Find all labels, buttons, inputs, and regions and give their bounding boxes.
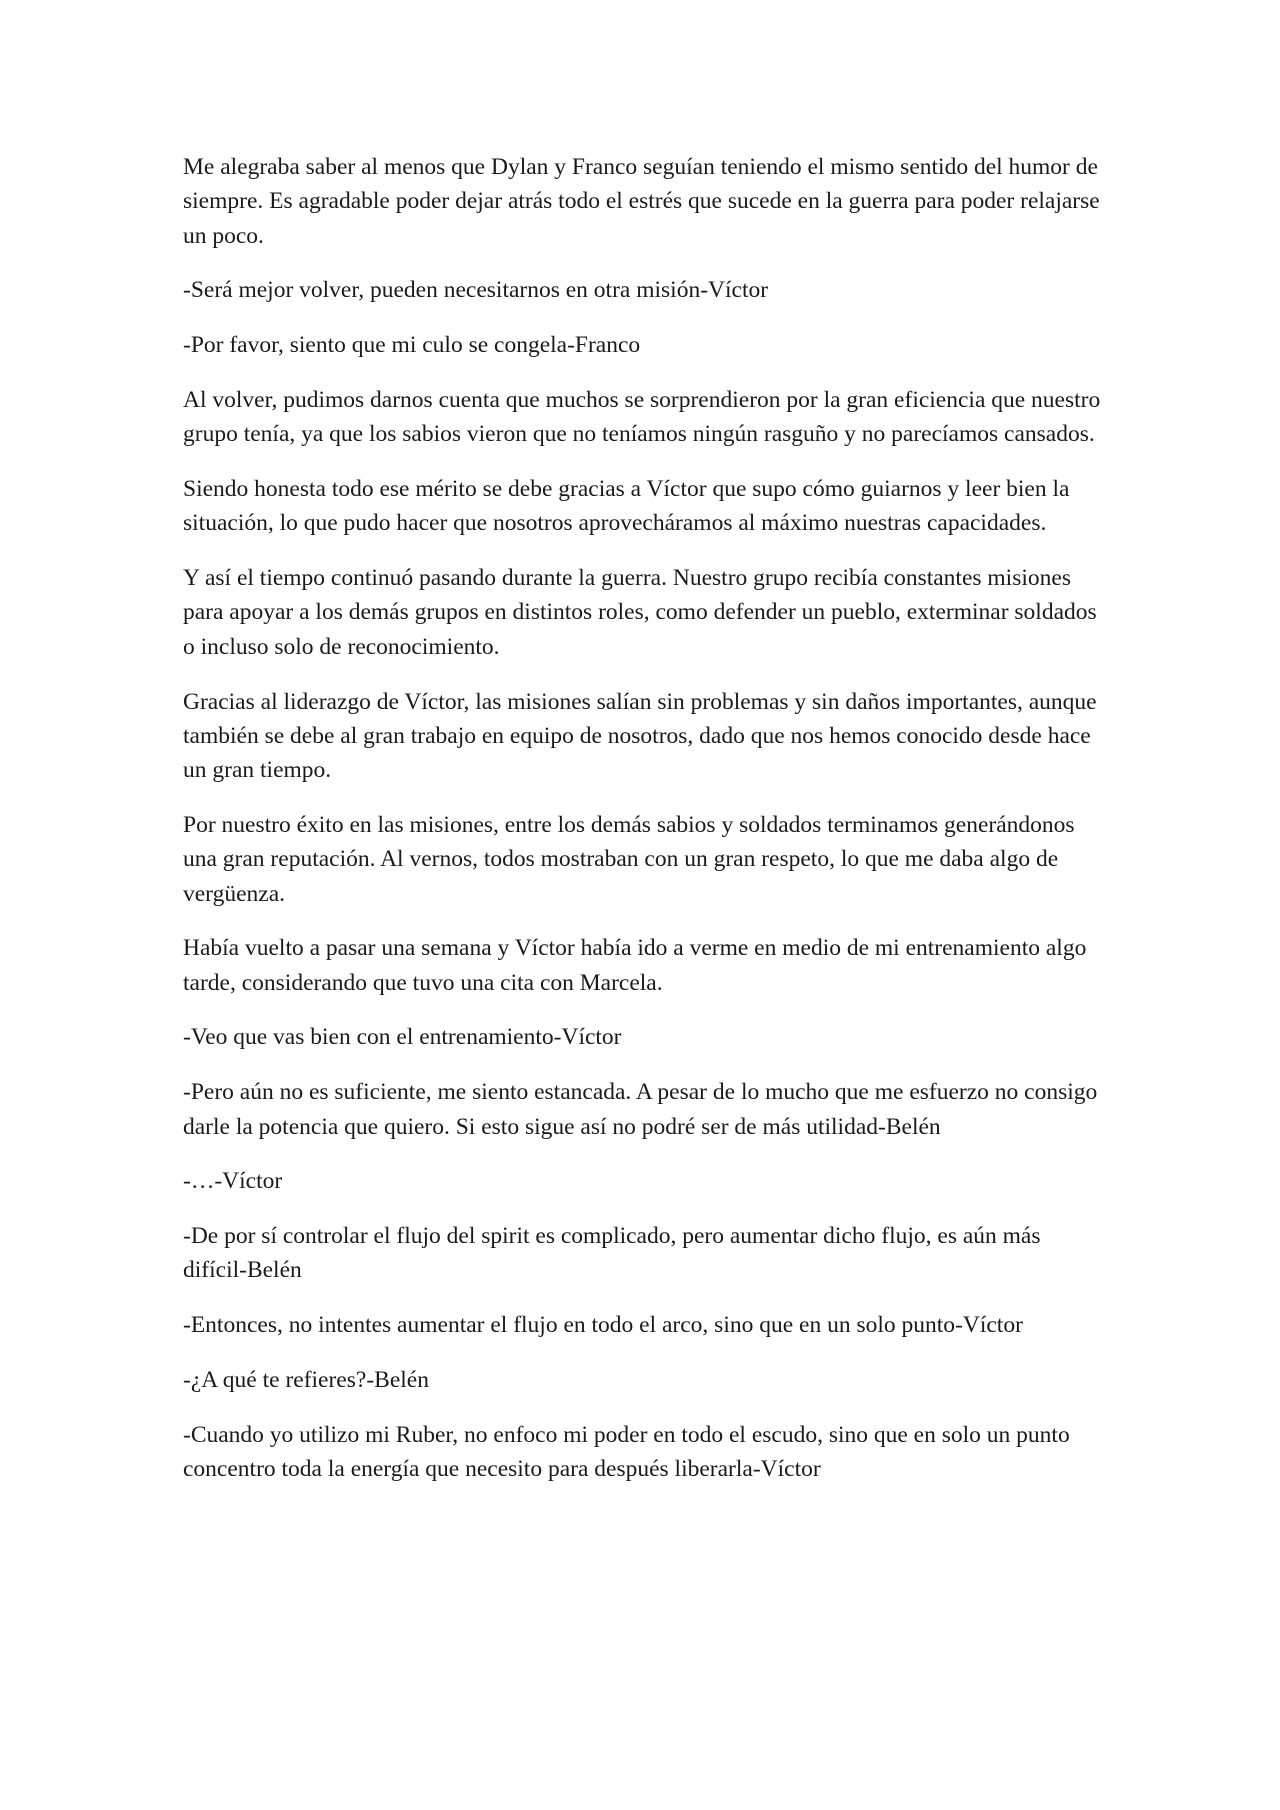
dialogue-line: -Pero aún no es suficiente, me siento estancada. A pesar de lo mucho que me esfuerzo no consigo darle la potencia que quiero. Si esto sigue así no podré ser de más utilidad-Belén <box>183 1079 1098 1140</box>
dialogue-line: -Entonces, no intentes aumentar el flujo en todo el arco, sino que en un solo punto-Víctor <box>183 1312 1023 1339</box>
paragraph: Al volver, pudimos darnos cuenta que muchos se sorprendieron por la gran eficiencia que nuestro grupo tenía, ya que los sabios vieron que no teníamos ningún rasguño y no parecíamos cansados. <box>183 386 1101 448</box>
document-body <box>183 150 1103 1507</box>
dialogue-line: -…-Víctor <box>183 1168 283 1195</box>
dialogue-line: -Cuando yo utilizo mi Ruber, no enfoco mi poder en todo el escudo, sino que en solo un punto concentro toda la energía que necesito para después liberarla-Víctor <box>183 1421 1070 1483</box>
dialogue-line: -De por sí controlar el flujo del spirit es complicado, pero aumentar dicho flujo, es aún más difícil-Belén <box>183 1223 1041 1284</box>
dialogue-line: -Por favor, siento que mi culo se congela-Franco <box>183 332 641 359</box>
dialogue-line: -¿A qué te refieres?-Belén <box>183 1367 429 1394</box>
dialogue-line: -Veo que vas bien con el entrenamiento-Víctor <box>183 1024 622 1051</box>
paragraph: Y así el tiempo continuó pasando durante la guerra. Nuestro grupo recibía constantes misiones para apoyar a los demás grupos en distintos roles, como defender un pueblo, exterminar soldados o incluso solo de reconocimiento. <box>183 565 1097 660</box>
dialogue-line: -Será mejor volver, pueden necesitarnos en otra misión-Víctor <box>183 277 769 304</box>
paragraph: Me alegraba saber al menos que Dylan y Franco seguían teniendo el mismo sentido del humor de siempre. Es agradable poder dejar atrás todo el estrés que sucede en la guerra para poder relajarse un poco. <box>183 154 1100 249</box>
paragraph: Gracias al liderazgo de Víctor, las misiones salían sin problemas y sin daños importantes, aunque también se debe al gran trabajo en equipo de nosotros, dado que nos hemos conocido desde hace un gran tiempo. <box>183 688 1097 784</box>
paragraph: Siendo honesta todo ese mérito se debe gracias a Víctor que supo cómo guiarnos y leer bien la situación, lo que pudo hacer que nosotros aprovecháramos al máximo nuestras capacidades. <box>183 476 1070 537</box>
paragraph: Por nuestro éxito en las misiones, entre los demás sabios y soldados terminamos generándonos una gran reputación. Al vernos, todos mostraban con un gran respeto, lo que me daba algo de vergüenza. <box>183 811 1075 907</box>
paragraph: Había vuelto a pasar una semana y Víctor había ido a verme en medio de mi entrenamiento algo tarde, considerando que tuvo una cita con Marcela. <box>183 935 1087 996</box>
